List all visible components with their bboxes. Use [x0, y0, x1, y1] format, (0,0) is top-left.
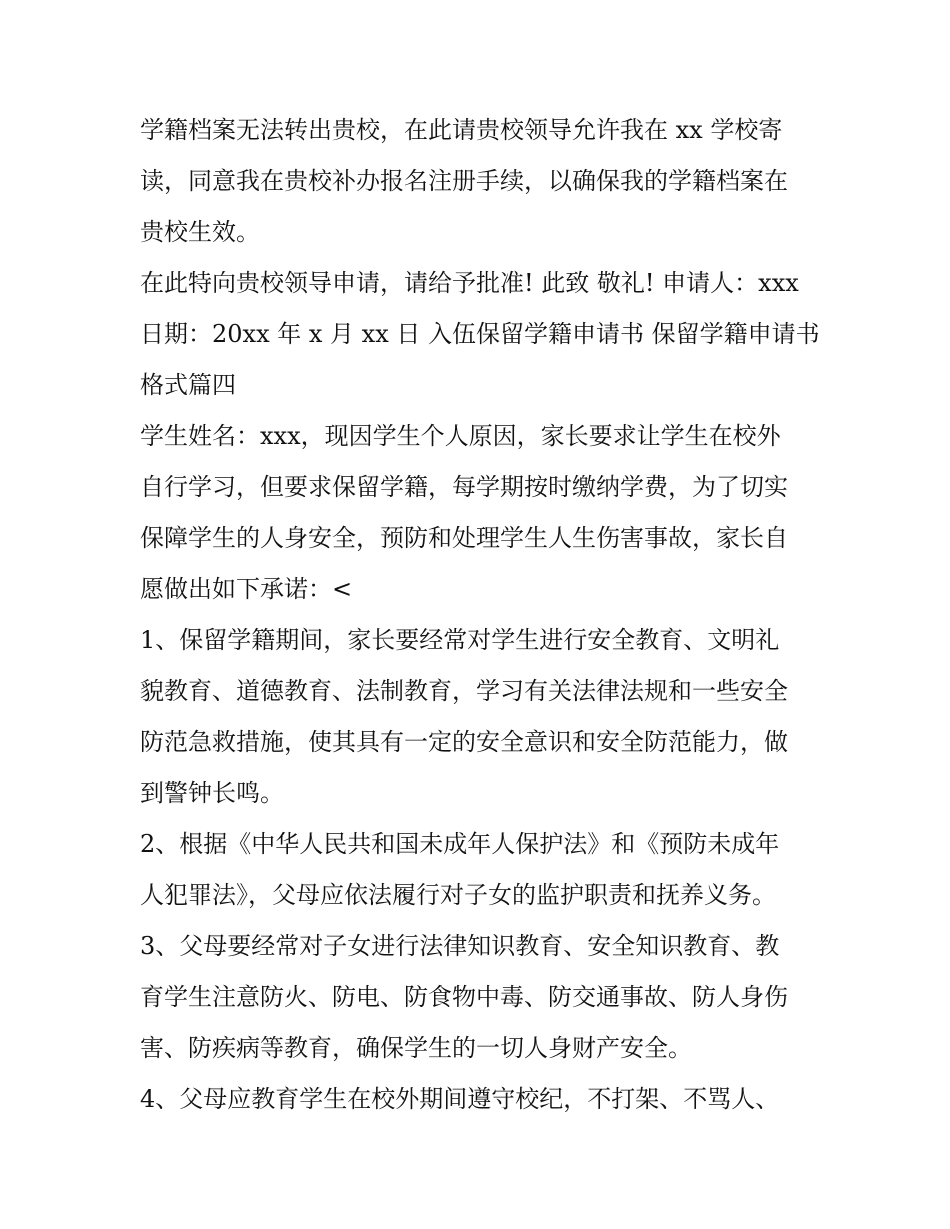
text-line: 保障学生的人身安全，预防和处理学生人生伤害事故，家长自 [140, 524, 788, 552]
text-line: 1、保留学籍期间，家长要经常对学生进行安全教育、文明礼 [140, 626, 780, 654]
document-body [140, 105, 820, 1125]
text-line: 格式篇四 [140, 371, 236, 399]
text-line: 人犯罪法》，父母应依法履行对子女的监护职责和抚养义务。 [140, 881, 776, 909]
text-line: 自行学习，但要求保留学籍，每学期按时缴纳学费，为了切实 [140, 473, 788, 501]
text-line: 到警钟长鸣。 [140, 779, 284, 807]
paragraph-item-3 [140, 921, 820, 1074]
paragraph-transfer-request [140, 105, 820, 258]
text-line: 防范急救措施，使其具有一定的安全意识和安全防范能力，做 [140, 728, 788, 756]
text-line: 学籍档案无法转出贵校，在此请贵校领导允许我在 xx 学校寄 [140, 116, 783, 144]
text-line: 育学生注意防火、防电、防食物中毒、防交通事故、防人身伤 [140, 983, 788, 1011]
text-line: 读，同意我在贵校补办报名注册手续，以确保我的学籍档案在 [140, 167, 788, 195]
text-line: 学生姓名：xxx，现因学生个人原因，家长要求让学生在校外 [140, 422, 781, 450]
text-line: 日期：20xx 年 x 月 xx 日 入伍保留学籍申请书 保留学籍申请书 [140, 320, 820, 348]
text-line: 在此特向贵校领导申请，请给予批准! 此致 敬礼! 申请人：xxx [140, 269, 799, 297]
text-line: 貌教育、道德教育、法制教育，学习有关法律法规和一些安全 [140, 677, 788, 705]
text-line: 贵校生效。 [140, 218, 260, 246]
paragraph-item-1 [140, 615, 820, 819]
text-line: 2、根据《中华人民共和国未成年人保护法》和《预防未成年 [140, 830, 780, 858]
text-line: 害、防疾病等教育，确保学生的一切人身财产安全。 [140, 1034, 692, 1062]
paragraph-closing-signature [140, 258, 820, 411]
text-line: 3、父母要经常对子女进行法律知识教育、安全知识教育、教 [140, 932, 780, 960]
paragraph-item-4 [140, 1074, 820, 1125]
paragraph-item-2 [140, 819, 820, 921]
text-line: 4、父母应教育学生在校外期间遵守校纪，不打架、不骂人、 [140, 1085, 780, 1113]
text-line: 愿做出如下承诺：< [140, 575, 353, 603]
paragraph-student-statement [140, 411, 820, 615]
